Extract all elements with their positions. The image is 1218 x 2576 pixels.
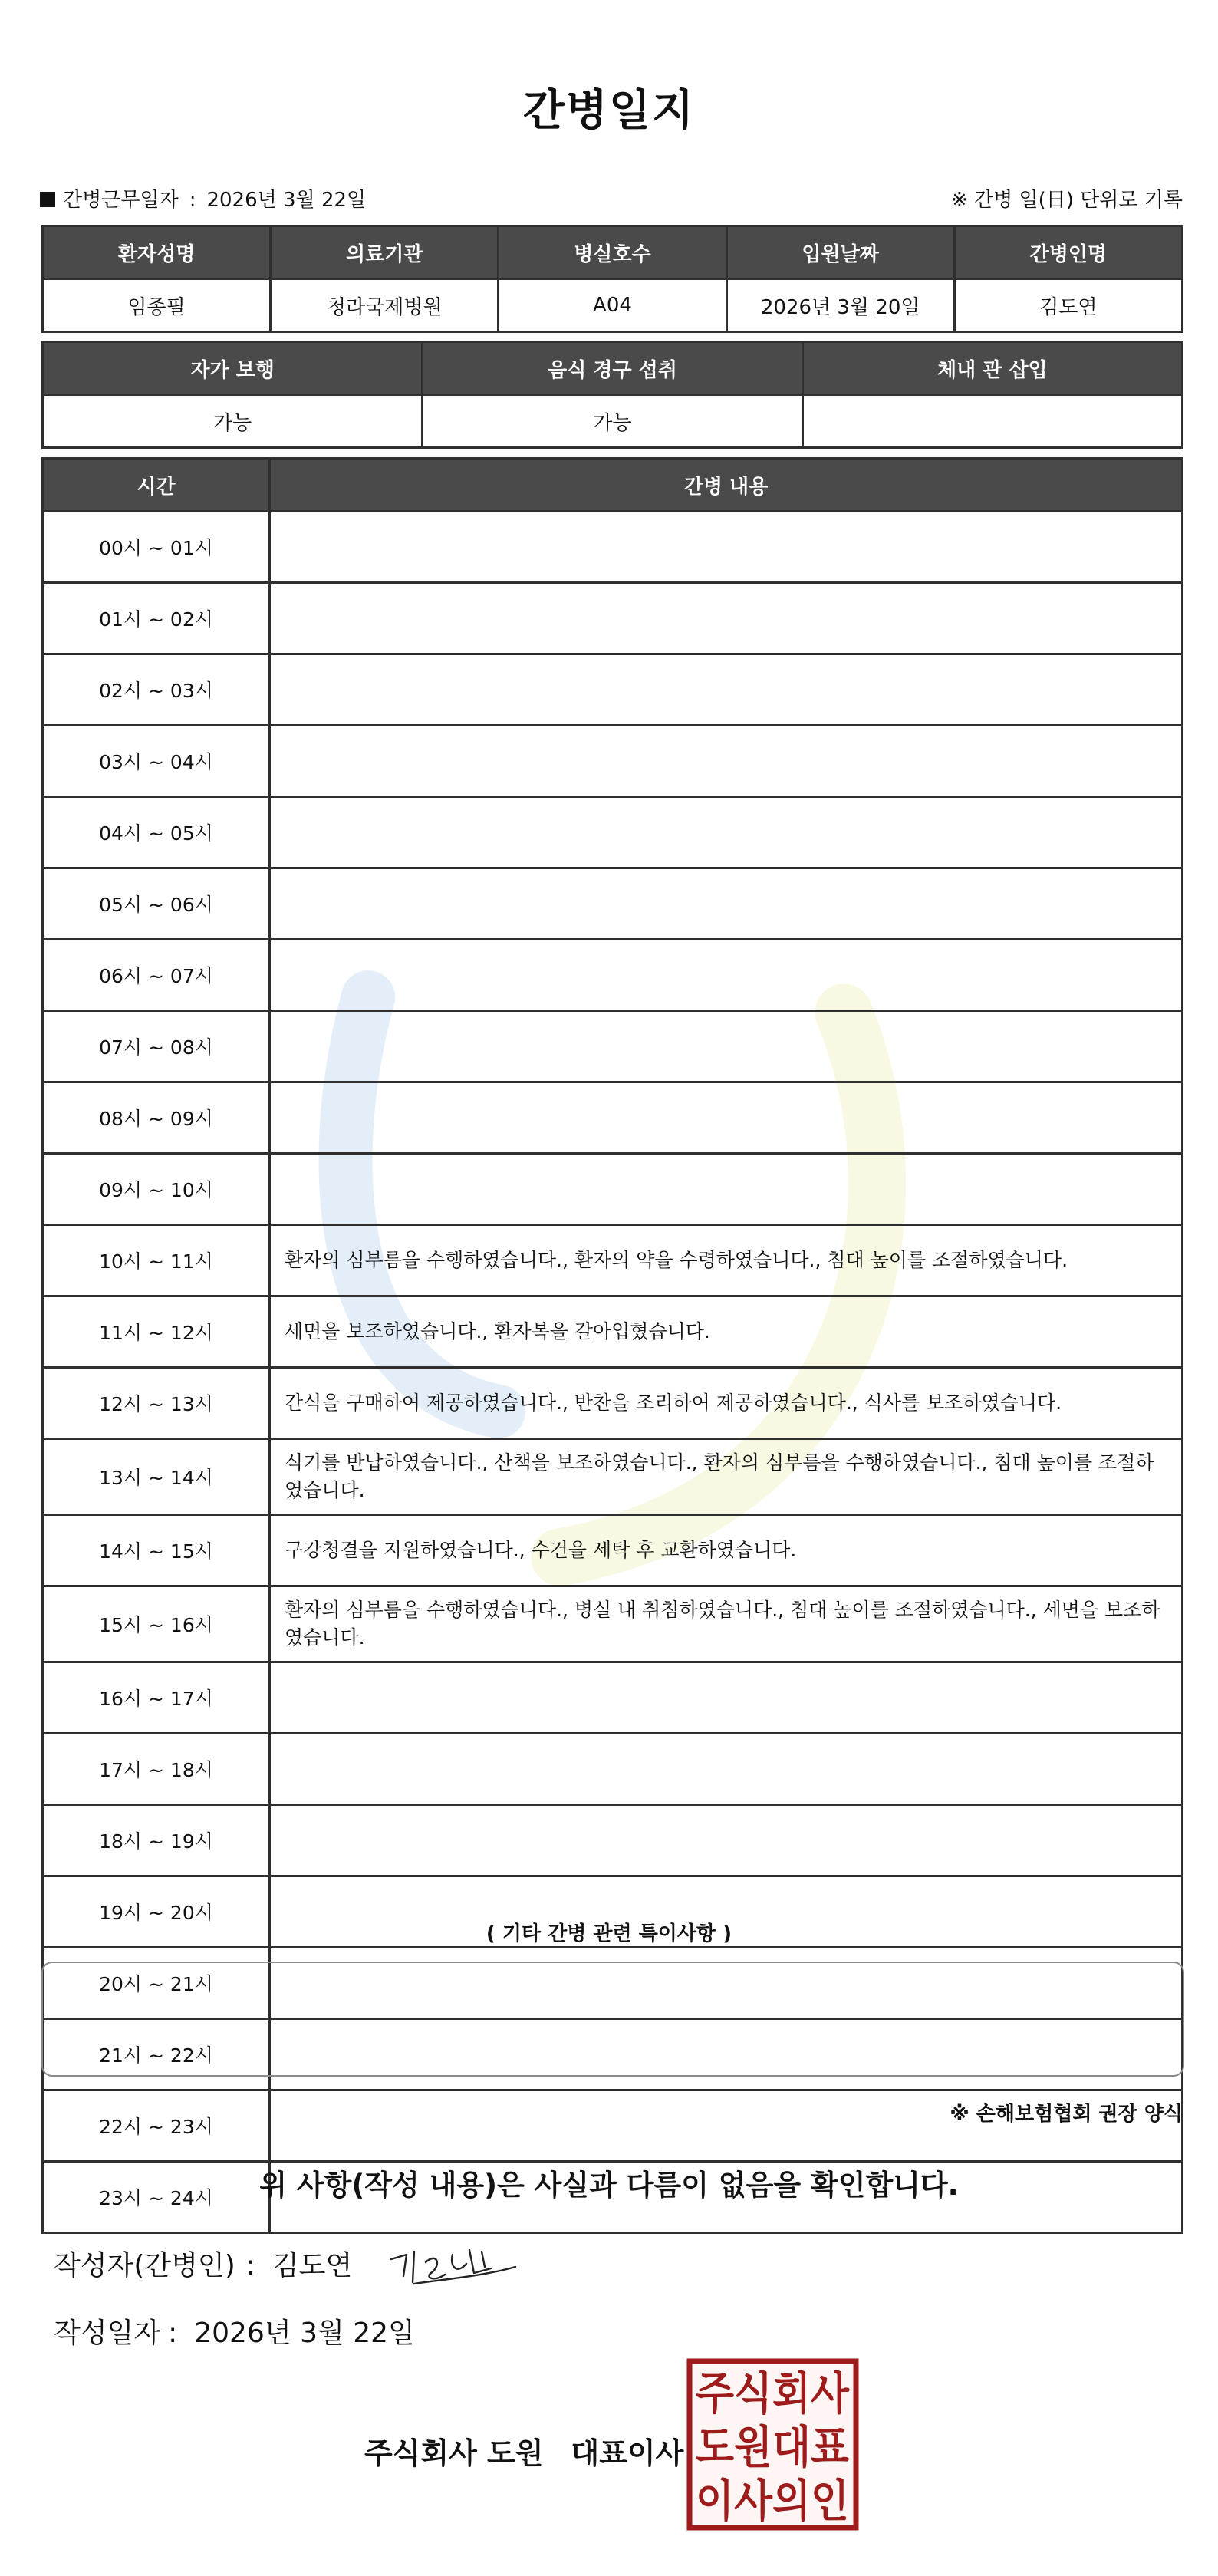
header-room-number: 병실호수 <box>499 226 726 279</box>
time-cell: 03시 ~ 04시 <box>43 726 270 797</box>
log-header-row <box>43 459 1183 512</box>
content-cell: 간식을 구매하여 제공하였습니다., 반찬을 조리하여 제공하였습니다., 식사를 보조하였습니다. <box>270 1368 1183 1439</box>
content-cell <box>270 1805 1183 1876</box>
handwritten-signature-icon <box>384 2228 522 2298</box>
content-cell: 환자의 심부름을 수행하였습니다., 환자의 약을 수령하였습니다., 침대 높이를 조절하였습니다. <box>270 1225 1183 1296</box>
header-hospital: 의료기관 <box>271 226 499 279</box>
unit-note: ※ 간병 일(日) 단위로 기록 <box>950 189 1183 212</box>
table-row <box>43 940 1183 1011</box>
content-cell <box>270 1154 1183 1225</box>
table-row <box>43 1439 1183 1515</box>
table-row <box>43 1662 1183 1734</box>
content-cell <box>270 726 1183 797</box>
table-row <box>43 1805 1183 1876</box>
patient-status-table <box>41 341 1183 449</box>
status-header-row <box>43 342 1183 395</box>
time-cell: 22시 ~ 23시 <box>43 2090 270 2162</box>
time-cell: 13시 ~ 14시 <box>43 1439 270 1515</box>
table-row <box>43 868 1183 940</box>
oral-intake: 가능 <box>423 395 802 448</box>
time-cell: 05시 ~ 06시 <box>43 868 270 940</box>
table-row <box>43 1225 1183 1296</box>
written-date-line <box>54 2311 415 2350</box>
time-cell: 00시 ~ 01시 <box>43 512 270 583</box>
content-cell <box>270 654 1183 726</box>
document-title: 간병일지 <box>522 86 696 136</box>
time-cell: 12시 ~ 13시 <box>43 1368 270 1439</box>
time-cell: 18시 ~ 19시 <box>43 1805 270 1876</box>
svg-text:도원대표: 도원대표 <box>696 2421 849 2473</box>
colon: : <box>168 2317 178 2349</box>
time-cell: 08시 ~ 09시 <box>43 1082 270 1154</box>
info-header-row <box>43 226 1183 279</box>
content-cell <box>270 797 1183 868</box>
header-admission-date: 입원날짜 <box>726 226 954 279</box>
info-value-row <box>43 279 1183 332</box>
time-cell: 04시 ~ 05시 <box>43 797 270 868</box>
tube-insertion <box>802 395 1182 448</box>
header-oral-intake: 음식 경구 섭취 <box>423 342 802 395</box>
content-cell <box>270 868 1183 940</box>
table-row <box>43 1011 1183 1082</box>
notes-title: ( 기타 간병 관련 특이사항 ) <box>486 1922 732 1945</box>
work-date-value: 2026년 3월 22일 <box>206 189 367 212</box>
content-cell: 식기를 반납하였습니다., 산책을 보조하였습니다., 환자의 심부름을 수행하였습니다., 침대 높이를 조절하였습니다. <box>270 1439 1183 1515</box>
table-row <box>43 1154 1183 1225</box>
table-row <box>43 654 1183 726</box>
header-caregiver-name: 간병인명 <box>954 226 1182 279</box>
content-cell <box>270 583 1183 654</box>
table-row <box>43 797 1183 868</box>
content-cell <box>270 512 1183 583</box>
meta-row <box>40 184 1183 215</box>
writer-label: 작성자(간병인) <box>54 2250 235 2281</box>
time-cell: 17시 ~ 18시 <box>43 1734 270 1805</box>
table-row <box>43 1082 1183 1154</box>
table-row <box>43 1296 1183 1368</box>
time-cell: 07시 ~ 08시 <box>43 1011 270 1082</box>
admission-date: 2026년 3월 20일 <box>726 279 954 332</box>
content-cell <box>270 1734 1183 1805</box>
table-row <box>43 726 1183 797</box>
time-cell: 21시 ~ 22시 <box>43 2019 270 2090</box>
patient-info-table <box>41 225 1183 333</box>
writer-name: 김도연 <box>272 2250 353 2281</box>
hospital: 청라국제병원 <box>271 279 499 332</box>
time-cell: 14시 ~ 15시 <box>43 1515 270 1586</box>
table-row <box>43 1734 1183 1805</box>
content-cell: 환자의 심부름을 수행하였습니다., 병실 내 취침하였습니다., 침대 높이를 조절하였습니다., 세면을 보조하였습니다. <box>270 1586 1183 1662</box>
company-seal-icon <box>686 2358 859 2531</box>
header-patient-name: 환자성명 <box>43 226 271 279</box>
time-cell: 11시 ~ 12시 <box>43 1296 270 1368</box>
content-cell <box>270 1662 1183 1734</box>
time-cell: 19시 ~ 20시 <box>43 1876 270 1948</box>
black-square-icon <box>40 192 55 207</box>
time-cell: 10시 ~ 11시 <box>43 1225 270 1296</box>
recommendation-note: ※ 손해보험협회 권장 양식 <box>950 2103 1183 2126</box>
header-care-content: 간병 내용 <box>270 459 1183 512</box>
table-row <box>43 1515 1183 1586</box>
caregiver-name: 김도연 <box>954 279 1182 332</box>
company-name: 주식회사 도원 <box>364 2436 544 2470</box>
header-time: 시간 <box>43 459 270 512</box>
time-cell: 15시 ~ 16시 <box>43 1586 270 1662</box>
written-date-value: 2026년 3월 22일 <box>194 2317 415 2349</box>
status-value-row <box>43 395 1183 448</box>
confirmation-statement: 위 사항(작성 내용)은 사실과 다름이 없음을 확인합니다. <box>259 2169 959 2202</box>
notes-box <box>41 1962 1184 2077</box>
time-cell: 09시 ~ 10시 <box>43 1154 270 1225</box>
header-tube-insertion: 체내 관 삽입 <box>802 342 1182 395</box>
table-row <box>43 583 1183 654</box>
patient-name: 임종필 <box>43 279 271 332</box>
colon: : <box>189 189 196 212</box>
table-row <box>43 512 1183 583</box>
self-walking: 가능 <box>43 395 423 448</box>
svg-text:주식회사: 주식회사 <box>696 2367 850 2420</box>
table-row <box>43 1586 1183 1662</box>
company-title: 대표이사 <box>571 2436 684 2470</box>
content-cell <box>270 940 1183 1011</box>
time-cell: 16시 ~ 17시 <box>43 1662 270 1734</box>
svg-text:이사의인: 이사의인 <box>696 2475 849 2527</box>
written-date-label: 작성일자 <box>54 2317 161 2349</box>
writer-line <box>54 2244 352 2283</box>
content-cell: 세면을 보조하였습니다., 환자복을 갈아입혔습니다. <box>270 1296 1183 1368</box>
colon: : <box>245 2250 255 2281</box>
work-date <box>40 184 366 212</box>
content-cell <box>270 1082 1183 1154</box>
room-number: A04 <box>499 279 726 332</box>
time-cell: 20시 ~ 21시 <box>43 1948 270 2019</box>
table-row <box>43 1368 1183 1439</box>
company-line <box>364 2429 683 2472</box>
time-cell: 06시 ~ 07시 <box>43 940 270 1011</box>
time-cell: 23시 ~ 24시 <box>43 2162 270 2233</box>
time-cell: 01시 ~ 02시 <box>43 583 270 654</box>
content-cell <box>270 1011 1183 1082</box>
header-self-walking: 자가 보행 <box>43 342 423 395</box>
time-cell: 02시 ~ 03시 <box>43 654 270 726</box>
work-date-label: 간병근무일자 <box>63 189 179 212</box>
content-cell: 구강청결을 지원하였습니다., 수건을 세탁 후 교환하였습니다. <box>270 1515 1183 1586</box>
